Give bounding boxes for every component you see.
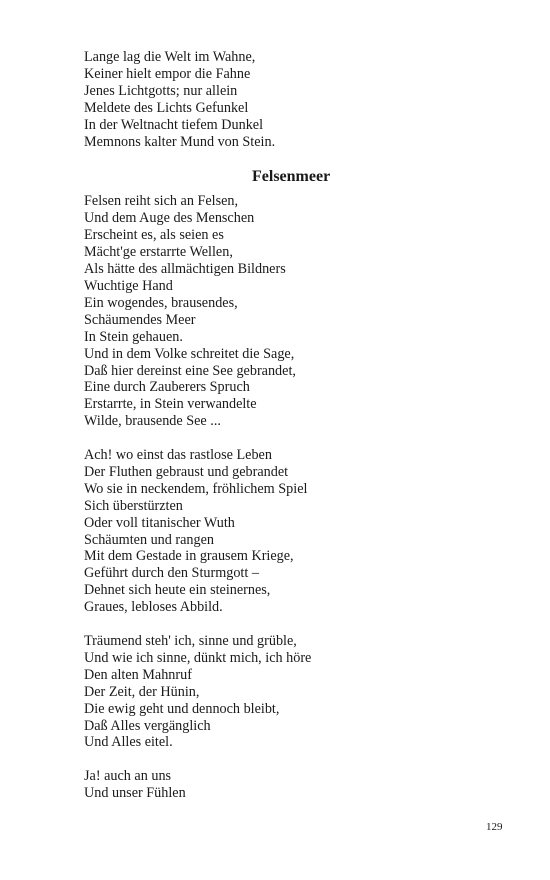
verse-line: Und wie ich sinne, dünkt mich, ich höre — [84, 649, 312, 666]
verse-line: Daß hier dereinst eine See gebrandet, — [84, 362, 296, 379]
stanza-gap — [84, 616, 504, 633]
poem-stanza-3 — [84, 633, 504, 751]
verse-line: Mächt'ge erstarrte Wellen, — [84, 244, 233, 261]
verse-line: Keiner hielt empor die Fahne — [84, 65, 251, 82]
verse-line: Als hätte des allmächtigen Bildners — [84, 261, 286, 278]
verse-line: Und in dem Volke schreitet die Sage, — [84, 345, 295, 362]
verse-line: Eine durch Zauberers Spruch — [84, 379, 250, 396]
verse-line: In der Weltnacht tiefem Dunkel — [84, 116, 264, 133]
verse-line: Sich überstürzten — [84, 497, 183, 514]
verse-line: Graues, lebloses Abbild. — [84, 599, 223, 616]
verse-line: Erscheint es, als seien es — [84, 227, 224, 244]
verse-line: Die ewig geht und dennoch bleibt, — [84, 700, 280, 717]
verse-line: Daß Alles vergänglich — [84, 717, 211, 734]
verse-line: Ein wogendes, brausendes, — [84, 294, 238, 311]
poem-stanza-4 — [84, 768, 504, 802]
verse-line: Und Alles eitel. — [84, 734, 173, 751]
verse-line: Erstarrte, in Stein verwandelte — [84, 396, 257, 413]
page-number: 129 — [486, 821, 503, 833]
verse-line: Schäumten und rangen — [84, 531, 215, 548]
verse-line: Und unser Fühlen — [84, 785, 186, 802]
verse-line: Lange lag die Welt im Wahne, — [84, 49, 256, 65]
verse-line: Der Zeit, der Hünin, — [84, 683, 200, 700]
verse-line: Ja! auch an uns — [84, 768, 172, 785]
verse-line: In Stein gehauen. — [84, 328, 183, 345]
previous-poem-stanza — [84, 49, 504, 150]
verse-line: Meldete des Lichts Gefunkel — [84, 99, 249, 116]
verse-line: Träumend steh' ich, sinne und grüble, — [84, 632, 297, 649]
page-body — [84, 49, 504, 802]
verse-line: Felsen reiht sich an Felsen, — [84, 193, 239, 210]
verse-line: Wo sie in neckendem, fröhlichem Spiel — [84, 480, 308, 497]
verse-line: Mit dem Gestade in grausem Kriege, — [84, 548, 294, 565]
poem-stanza-2 — [84, 447, 504, 616]
verse-line: Geführt durch den Sturmgott – — [84, 565, 259, 582]
verse-line: Dehnet sich heute ein steinernes, — [84, 582, 271, 599]
verse-line: Jenes Lichtgotts; nur allein — [84, 82, 238, 99]
verse-line: Den alten Mahnruf — [84, 666, 192, 683]
verse-line: Und dem Auge des Menschen — [84, 210, 255, 227]
stanza-gap — [84, 430, 504, 447]
poem-title: Felsenmeer — [252, 168, 331, 186]
poem-stanza-1 — [84, 193, 504, 430]
verse-line: Wilde, brausende See ... — [84, 413, 221, 430]
verse-line: Ach! wo einst das rastlose Leben — [84, 447, 272, 464]
verse-line: Der Fluthen gebraust und gebrandet — [84, 463, 289, 480]
verse-line: Oder voll titanischer Wuth — [84, 514, 235, 531]
verse-line: Schäumendes Meer — [84, 311, 196, 328]
verse-line: Wuchtige Hand — [84, 277, 173, 294]
stanza-gap — [84, 751, 504, 768]
verse-line: Memnons kalter Mund von Stein. — [84, 133, 276, 150]
